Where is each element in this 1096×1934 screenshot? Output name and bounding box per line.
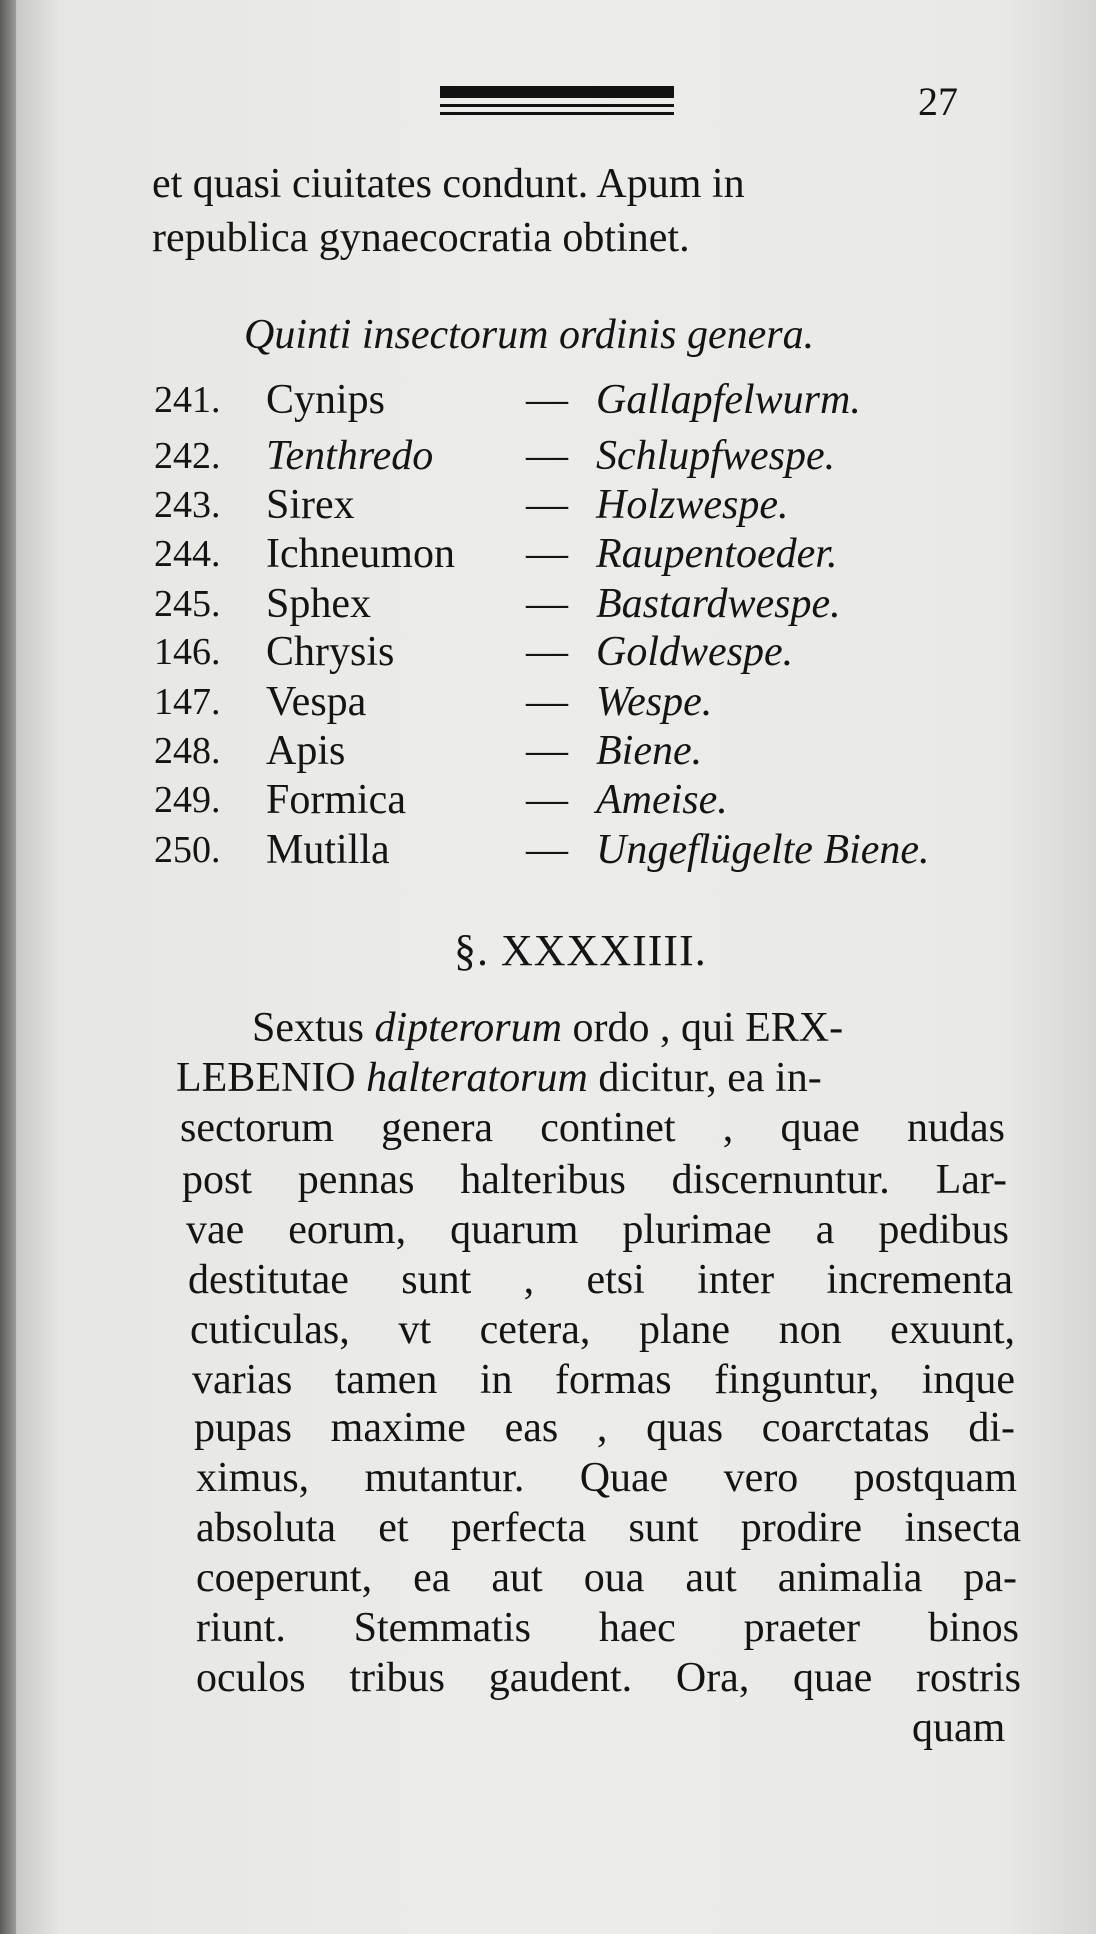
paragraph-line-2 bbox=[176, 1054, 822, 1102]
genus-german: Raupentoeder. bbox=[596, 531, 838, 577]
page-number: 27 bbox=[918, 79, 958, 124]
text-run: Sextus bbox=[252, 1005, 375, 1051]
header-rule-thick bbox=[440, 86, 674, 98]
genus-german: Gallapfelwurm. bbox=[596, 377, 861, 423]
genus-german: Schlupfwespe. bbox=[596, 433, 836, 479]
paragraph-line: oculos tribus gaudent. Ora, quae rostris bbox=[196, 1655, 1021, 1701]
paragraph-line: destitutae sunt , etsi inter incrementa bbox=[188, 1257, 1013, 1303]
paragraph-line-1 bbox=[252, 1004, 843, 1052]
intro-line-2: republica gynaecocratia obtinet. bbox=[152, 215, 690, 261]
paragraph-line: varias tamen in formas finguntur, inque bbox=[192, 1357, 1015, 1403]
genus-dash: — bbox=[526, 581, 568, 627]
paragraph-line: ximus, mutantur. Quae vero postquam bbox=[196, 1455, 1017, 1501]
paragraph-line: vae eorum, quarum plurimae a pedibus bbox=[186, 1207, 1009, 1253]
genus-dash: — bbox=[526, 679, 568, 725]
genus-number: 147. bbox=[154, 681, 221, 723]
genus-number: 241. bbox=[154, 379, 221, 421]
genus-latin: Tenthredo bbox=[266, 433, 434, 479]
genus-dash: — bbox=[526, 482, 568, 528]
paragraph-line: absoluta et perfecta sunt prodire insecta bbox=[196, 1505, 1021, 1551]
genus-dash: — bbox=[526, 777, 568, 823]
genus-number: 250. bbox=[154, 829, 221, 871]
paragraph-line: post pennas halteribus discernuntur. Lar- bbox=[182, 1157, 1007, 1203]
book-spine-shadow bbox=[0, 0, 16, 1934]
genus-number: 242. bbox=[154, 435, 221, 477]
paragraph-line: cuticulas, vt cetera, plane non exuunt, bbox=[190, 1307, 1015, 1353]
genus-dash: — bbox=[526, 433, 568, 479]
paragraph-line: pupas maxime eas , quas coarctatas di- bbox=[194, 1405, 1015, 1451]
text-run-italic: halteratorum bbox=[366, 1055, 588, 1101]
list-heading: Quinti insectorum ordinis genera. bbox=[244, 312, 815, 358]
genus-german: Goldwespe. bbox=[596, 629, 794, 675]
genus-latin: Ichneumon bbox=[266, 531, 455, 577]
genus-number: 249. bbox=[154, 779, 221, 821]
text-run: dicitur, ea in- bbox=[587, 1055, 822, 1101]
genus-latin: Sirex bbox=[266, 482, 355, 528]
genus-dash: — bbox=[526, 531, 568, 577]
intro-line-1: et quasi ciuitates condunt. Apum in bbox=[152, 161, 745, 207]
genus-latin: Chrysis bbox=[266, 629, 395, 675]
paragraph-line: riunt. Stemmatis haec praeter binos bbox=[196, 1605, 1019, 1651]
genus-german: Ameise. bbox=[596, 777, 728, 823]
genus-latin: Cynips bbox=[266, 377, 386, 423]
paragraph-line: sectorum genera continet , quae nudas bbox=[180, 1105, 1005, 1151]
header-rule-thin bbox=[440, 104, 674, 107]
genus-number: 146. bbox=[154, 631, 221, 673]
genus-number: 245. bbox=[154, 583, 221, 625]
genus-dash: — bbox=[526, 377, 568, 423]
genus-number: 243. bbox=[154, 484, 221, 526]
text-run-italic: dipterorum bbox=[374, 1005, 562, 1051]
genus-latin: Apis bbox=[266, 728, 346, 774]
section-title: §. XXXXIIII. bbox=[454, 926, 707, 975]
header-rule-thin-2 bbox=[440, 112, 674, 115]
genus-german: Ungeflügelte Biene. bbox=[596, 827, 930, 873]
genus-german: Holzwespe. bbox=[596, 482, 789, 528]
genus-german: Bastardwespe. bbox=[596, 581, 841, 627]
genus-dash: — bbox=[526, 728, 568, 774]
text-run: ordo , qui ERX- bbox=[561, 1005, 844, 1051]
genus-latin: Vespa bbox=[266, 679, 367, 725]
text-run: LEBENIO bbox=[176, 1055, 367, 1101]
catchword: quam bbox=[912, 1705, 1006, 1751]
genus-dash: — bbox=[526, 827, 568, 873]
genus-number: 248. bbox=[154, 730, 221, 772]
paragraph-line: coeperunt, ea aut oua aut animalia pa- bbox=[196, 1555, 1017, 1601]
genus-german: Biene. bbox=[596, 728, 703, 774]
genus-german: Wespe. bbox=[596, 679, 713, 725]
genus-number: 244. bbox=[154, 533, 221, 575]
genus-latin: Sphex bbox=[266, 581, 371, 627]
genus-dash: — bbox=[526, 629, 568, 675]
genus-latin: Mutilla bbox=[266, 827, 390, 873]
genus-latin: Formica bbox=[266, 777, 406, 823]
